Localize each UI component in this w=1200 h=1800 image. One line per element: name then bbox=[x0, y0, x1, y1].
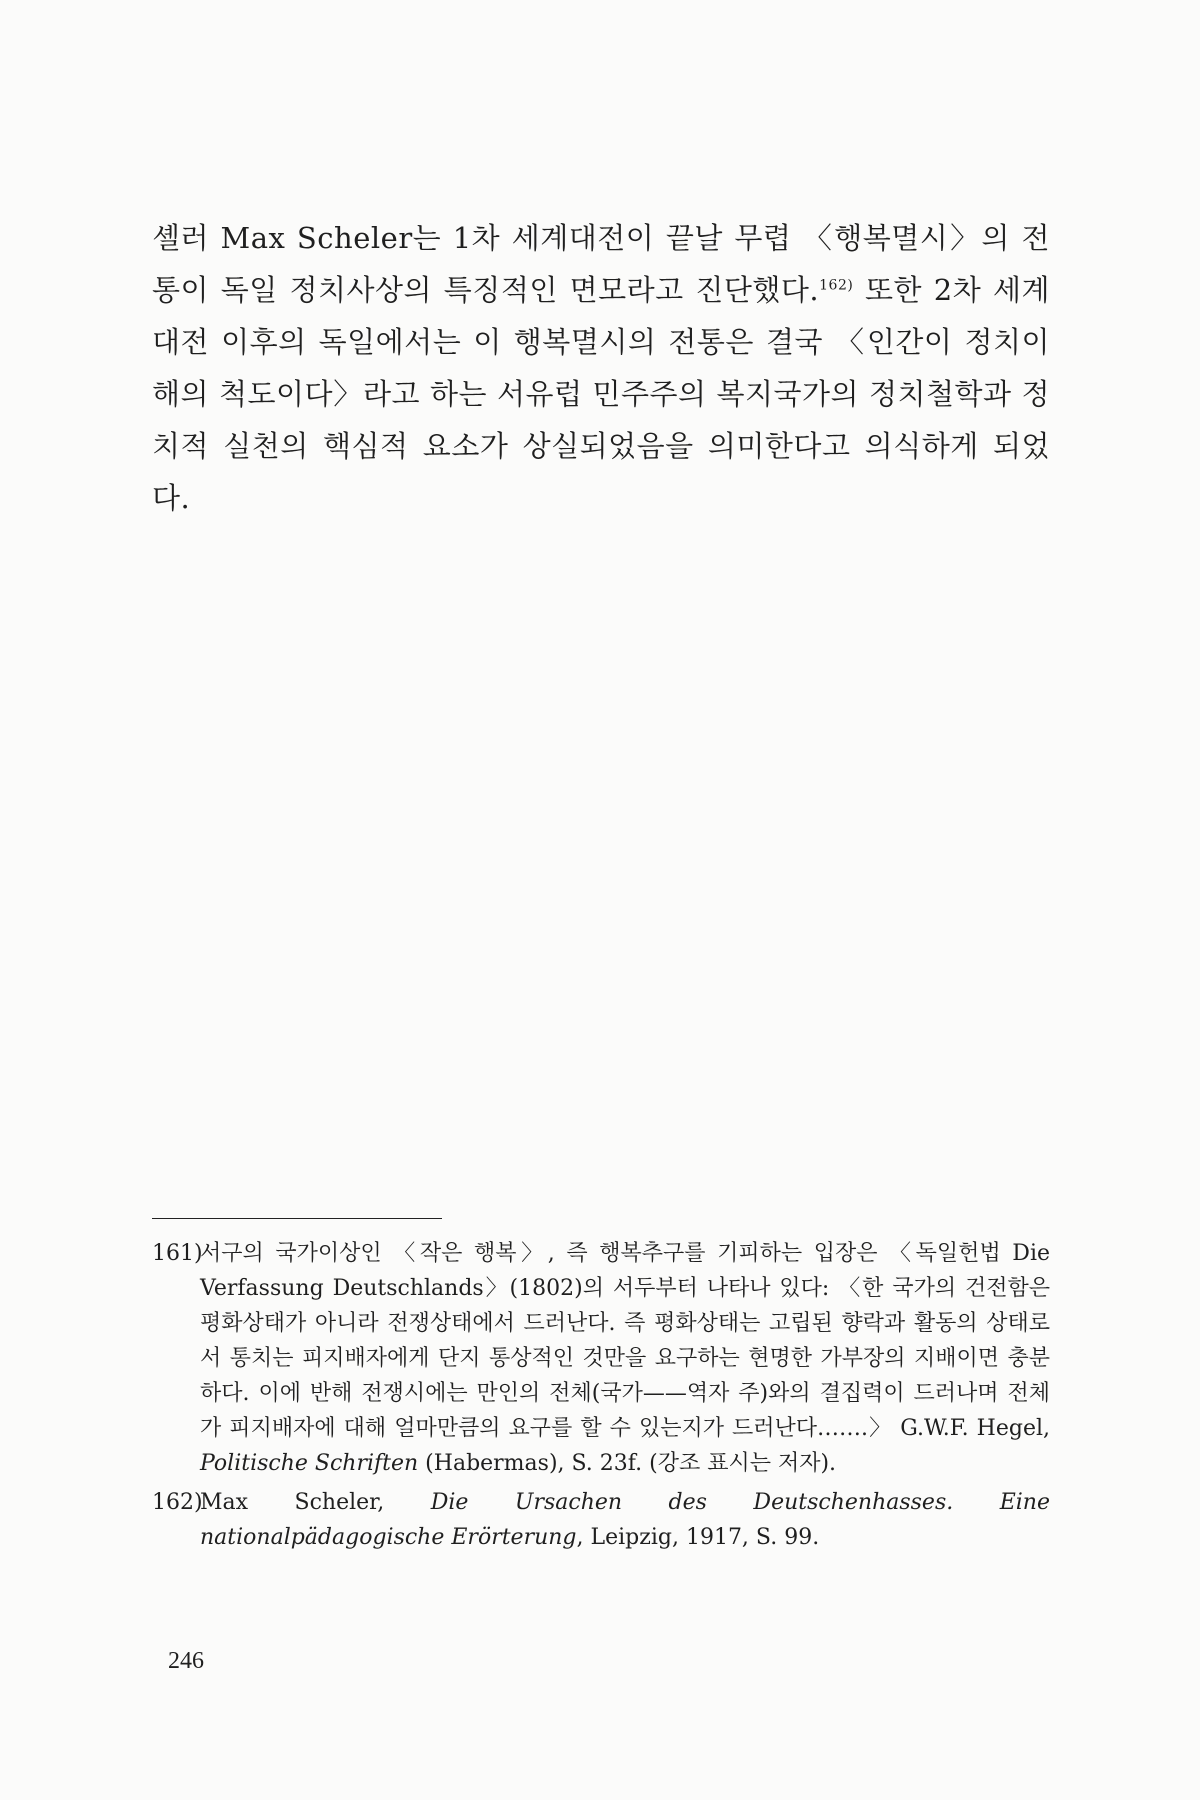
footnote-text-end: (Habermas), S. 23f. (강조 표시는 저자). bbox=[418, 1451, 837, 1476]
body-paragraph bbox=[152, 212, 1050, 524]
footnote-text-end: , Leipzig, 1917, S. 99. bbox=[576, 1525, 820, 1550]
page-number: 246 bbox=[168, 1648, 204, 1674]
body-text-before-note: 셸러 Max Scheler는 1차 세계대전이 끝날 무렵 〈행복멸시〉의 전통이 독일 정치사상의 특징적인 면모라고 진단했다. bbox=[152, 221, 1050, 307]
footnote-text: Max Scheler, bbox=[200, 1490, 431, 1515]
footnote-162 bbox=[152, 1485, 1050, 1555]
footnote-title-italic: Die Ursachen des Deutschenhasses. Eine nationalpädagogische Erörterung bbox=[200, 1490, 1050, 1550]
body-text-after-note: 또한 2차 세계대전 이후의 독일에서는 이 행복멸시의 전통은 결국 〈인간이 정치이해의 척도이다〉라고 하는 서유럽 민주주의 복지국가의 정치철학과 정치적 실천의 핵심적 요소가 상실되었음을 의미한다고 의식하게 되었다. bbox=[152, 273, 1050, 515]
footnote-161 bbox=[152, 1236, 1050, 1481]
footnote-text: 서구의 국가이상인 〈작은 행복〉, 즉 행복추구를 기피하는 입장은 〈독일헌법 Die Verfassung Deutschlands〉(1802)의 서두부터 나타나 있다: 〈한 국가의 건전함은 평화상태가 아니라 전쟁상태에서 드러난다. 즉 평화상태는 고립된 향락과 활동의 상태로서 통치는 피지배자에게 단지 통상적인 것만을 요구하는 현명한 가부장의 지배이면 충분하다. 이에 반해 전쟁시에는 만인의 전체(국가——역자 주)와의 결집력이 드러나며 전체가 피지배자에 대해 얼마만큼의 요구를 할 수 있는지가 드러난다…….〉 G.W.F. Hegel, bbox=[200, 1241, 1050, 1441]
footnote-number: 161) bbox=[152, 1241, 203, 1266]
footnote-divider bbox=[152, 1218, 442, 1219]
footnote-title-italic: Politische Schriften bbox=[200, 1451, 419, 1476]
footnote-reference-162[interactable]: 162) bbox=[819, 277, 854, 294]
footnotes bbox=[152, 1236, 1050, 1559]
footnote-number: 162) bbox=[152, 1490, 203, 1515]
